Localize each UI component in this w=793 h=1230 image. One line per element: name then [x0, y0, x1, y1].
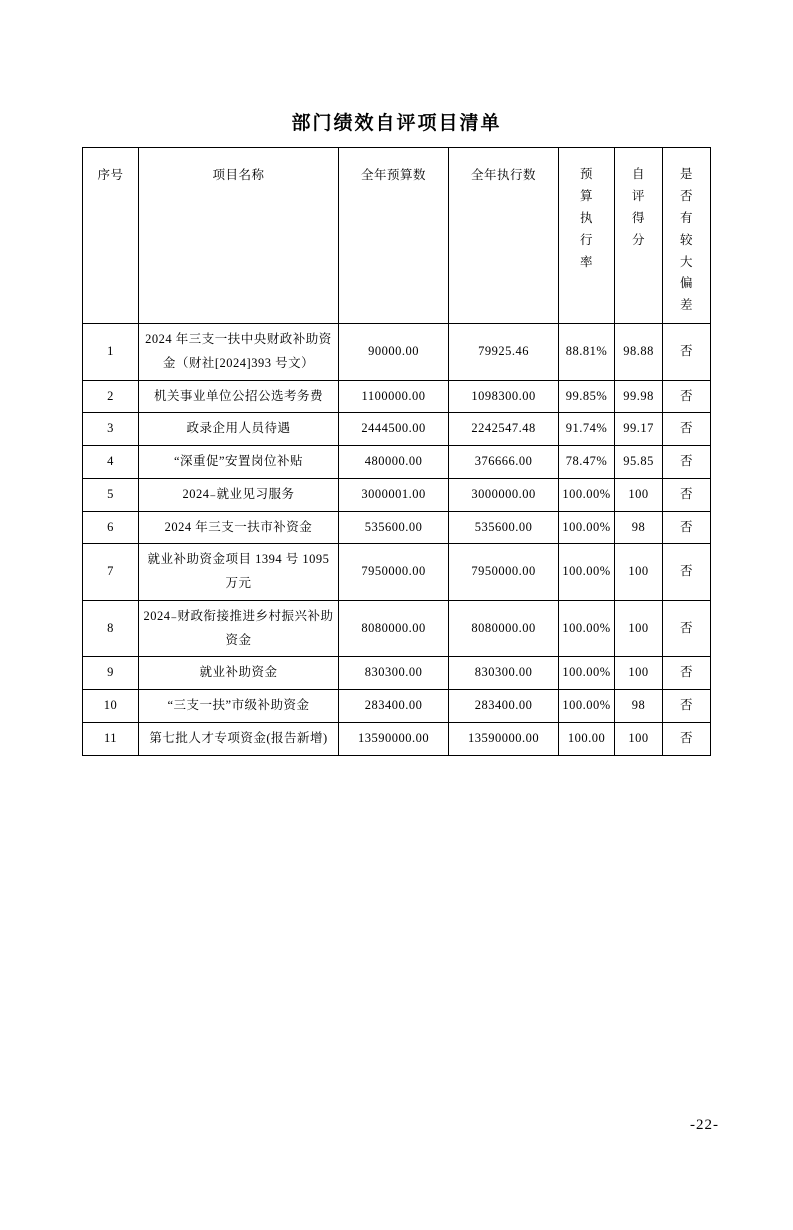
- cell-budget: 7950000.00: [339, 544, 449, 601]
- cell-name: 2024 年三支一扶中央财政补助资金（财社[2024]393 号文）: [139, 324, 339, 381]
- cell-rate: 100.00: [559, 722, 615, 755]
- page-number: -22-: [690, 1117, 719, 1133]
- cell-rate: 91.74%: [559, 413, 615, 446]
- cell-budget: 2444500.00: [339, 413, 449, 446]
- cell-deviation: 否: [663, 324, 711, 381]
- column-header-deviation: 是否有较大偏差: [663, 148, 711, 324]
- table-header-row: [83, 148, 711, 324]
- cell-deviation: 否: [663, 380, 711, 413]
- cell-executed: 7950000.00: [449, 544, 559, 601]
- cell-score: 99.98: [615, 380, 663, 413]
- cell-seq: 8: [83, 600, 139, 657]
- cell-seq: 6: [83, 511, 139, 544]
- cell-budget: 8080000.00: [339, 600, 449, 657]
- column-header-executed: 全年执行数: [449, 148, 559, 324]
- cell-executed: 13590000.00: [449, 722, 559, 755]
- cell-score: 98: [615, 511, 663, 544]
- cell-seq: 7: [83, 544, 139, 601]
- cell-budget: 3000001.00: [339, 478, 449, 511]
- table-header: [83, 148, 711, 324]
- cell-deviation: 否: [663, 413, 711, 446]
- cell-seq: 1: [83, 324, 139, 381]
- cell-deviation: 否: [663, 690, 711, 723]
- cell-score: 100: [615, 722, 663, 755]
- cell-budget: 90000.00: [339, 324, 449, 381]
- column-header-name: 项目名称: [139, 148, 339, 324]
- cell-name: 政录企用人员待遇: [139, 413, 339, 446]
- cell-seq: 3: [83, 413, 139, 446]
- cell-score: 100: [615, 478, 663, 511]
- cell-executed: 2242547.48: [449, 413, 559, 446]
- cell-deviation: 否: [663, 600, 711, 657]
- table-row: [83, 413, 711, 446]
- column-header-rate: 预算执行率: [559, 148, 615, 324]
- column-header-score: 自评得分: [615, 148, 663, 324]
- table-row: [83, 380, 711, 413]
- cell-score: 98: [615, 690, 663, 723]
- table-row: [83, 544, 711, 601]
- table-row: [83, 511, 711, 544]
- cell-rate: 99.85%: [559, 380, 615, 413]
- cell-executed: 79925.46: [449, 324, 559, 381]
- cell-seq: 10: [83, 690, 139, 723]
- cell-name: 2024₋财政衔接推进乡村振兴补助资金: [139, 600, 339, 657]
- page-title: 部门绩效自评项目清单: [291, 113, 502, 134]
- table-row: [83, 478, 711, 511]
- cell-executed: 3000000.00: [449, 478, 559, 511]
- performance-self-evaluation-table: [82, 147, 711, 756]
- cell-name: 2024₋就业见习服务: [139, 478, 339, 511]
- cell-name: 就业补助资金: [139, 657, 339, 690]
- cell-seq: 5: [83, 478, 139, 511]
- cell-score: 95.85: [615, 446, 663, 479]
- cell-score: 100: [615, 600, 663, 657]
- cell-executed: 8080000.00: [449, 600, 559, 657]
- cell-seq: 2: [83, 380, 139, 413]
- cell-score: 98.88: [615, 324, 663, 381]
- cell-name: “三支一扶”市级补助资金: [139, 690, 339, 723]
- cell-name: “深重促”安置岗位补贴: [139, 446, 339, 479]
- cell-budget: 480000.00: [339, 446, 449, 479]
- cell-budget: 283400.00: [339, 690, 449, 723]
- table-row: [83, 657, 711, 690]
- cell-deviation: 否: [663, 511, 711, 544]
- cell-budget: 830300.00: [339, 657, 449, 690]
- cell-seq: 11: [83, 722, 139, 755]
- cell-deviation: 否: [663, 478, 711, 511]
- column-header-budget: 全年预算数: [339, 148, 449, 324]
- cell-executed: 535600.00: [449, 511, 559, 544]
- cell-name: 机关事业单位公招公选考务费: [139, 380, 339, 413]
- cell-deviation: 否: [663, 446, 711, 479]
- cell-rate: 100.00%: [559, 600, 615, 657]
- table-row: [83, 722, 711, 755]
- cell-seq: 9: [83, 657, 139, 690]
- table-body: [83, 324, 711, 756]
- table-row: [83, 446, 711, 479]
- cell-rate: 78.47%: [559, 446, 615, 479]
- table-row: [83, 690, 711, 723]
- cell-rate: 100.00%: [559, 544, 615, 601]
- cell-executed: 1098300.00: [449, 380, 559, 413]
- table-row: [83, 600, 711, 657]
- cell-budget: 535600.00: [339, 511, 449, 544]
- cell-rate: 88.81%: [559, 324, 615, 381]
- cell-deviation: 否: [663, 722, 711, 755]
- cell-rate: 100.00%: [559, 690, 615, 723]
- column-header-seq: 序号: [83, 148, 139, 324]
- cell-rate: 100.00%: [559, 478, 615, 511]
- cell-name: 2024 年三支一扶市补资金: [139, 511, 339, 544]
- cell-name: 就业补助资金项目 1394 号 1095 万元: [139, 544, 339, 601]
- document-page: [0, 108, 793, 1230]
- cell-rate: 100.00%: [559, 511, 615, 544]
- table-row: [83, 324, 711, 381]
- cell-name: 第七批人才专项资金(报告新增): [139, 722, 339, 755]
- cell-score: 100: [615, 657, 663, 690]
- cell-deviation: 否: [663, 657, 711, 690]
- cell-score: 100: [615, 544, 663, 601]
- cell-executed: 283400.00: [449, 690, 559, 723]
- cell-budget: 13590000.00: [339, 722, 449, 755]
- cell-score: 99.17: [615, 413, 663, 446]
- cell-executed: 830300.00: [449, 657, 559, 690]
- cell-rate: 100.00%: [559, 657, 615, 690]
- cell-deviation: 否: [663, 544, 711, 601]
- cell-seq: 4: [83, 446, 139, 479]
- cell-budget: 1100000.00: [339, 380, 449, 413]
- cell-executed: 376666.00: [449, 446, 559, 479]
